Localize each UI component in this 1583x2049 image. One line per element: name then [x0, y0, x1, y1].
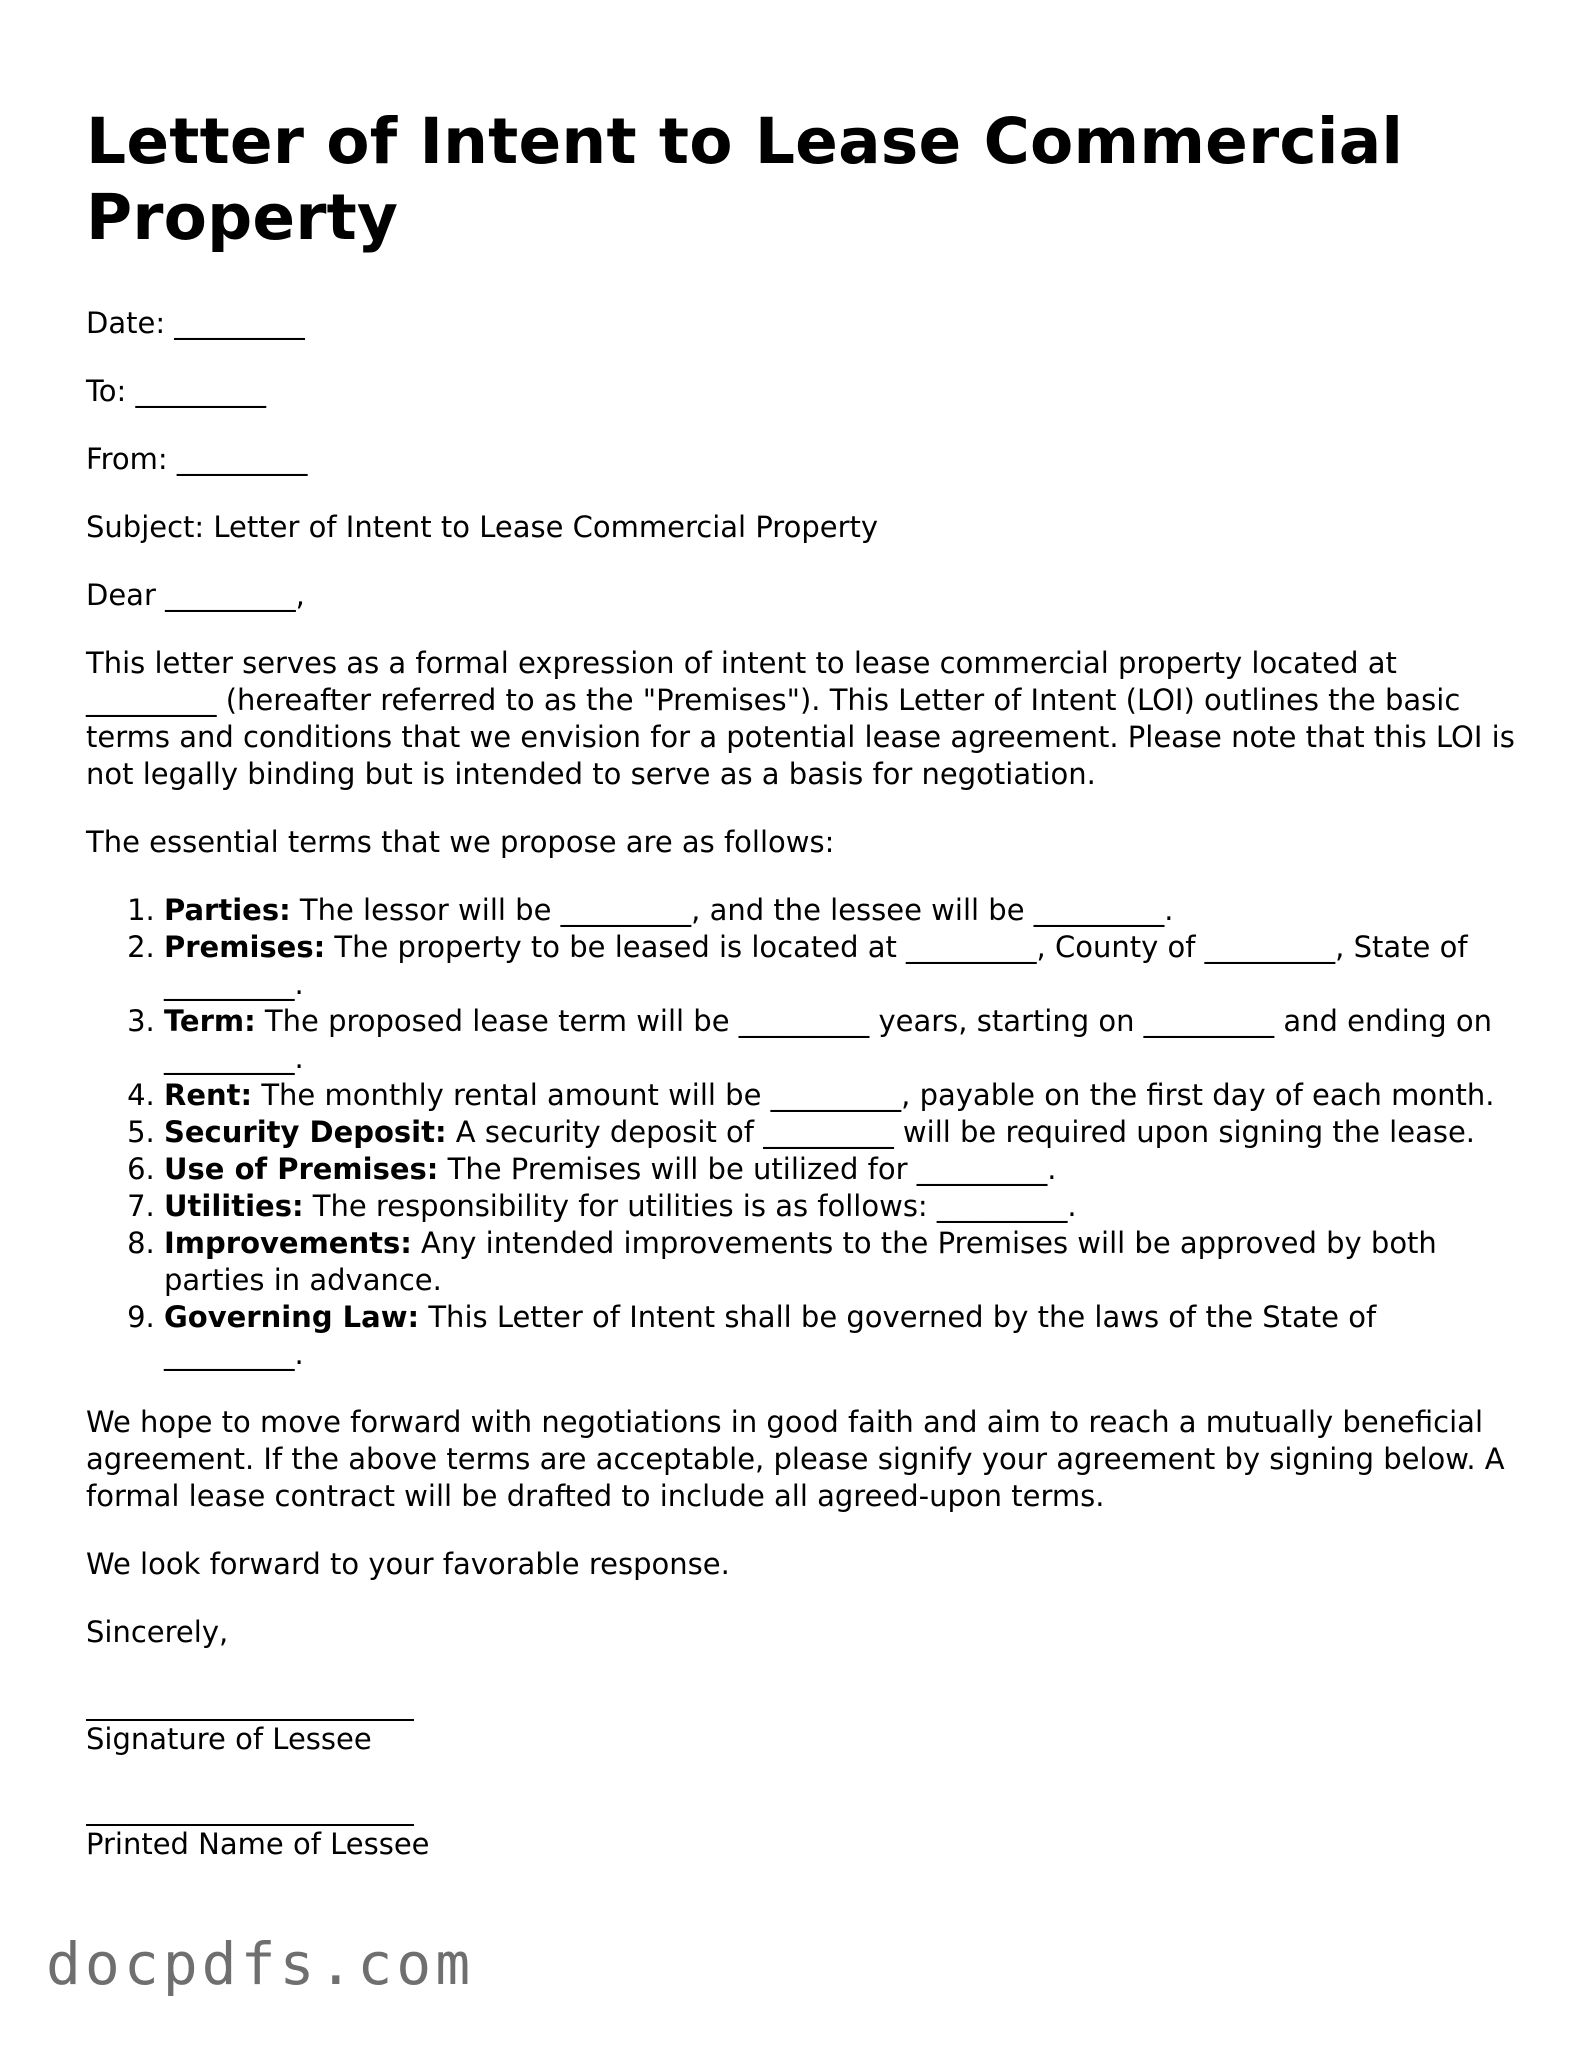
to-field: To: _________	[86, 374, 267, 408]
term-text: Any intended improvements to the Premises will be approved by both parties in advance.	[164, 1226, 1437, 1297]
term-text: The proposed lease term will be _________ years, starting on _________ and ending on _________.	[164, 1004, 1492, 1075]
terms-list	[86, 892, 1516, 1373]
subject-line: Subject: Letter of Intent to Lease Commercial Property	[86, 510, 879, 544]
from-field: From: _________	[86, 442, 308, 476]
printed-name-block-lessee	[86, 1790, 1516, 1863]
watermark: docpdfs.com	[46, 1930, 475, 1998]
term-label: Improvements:	[164, 1226, 412, 1260]
term-text: The monthly rental amount will be _________, payable on the first day of each month.	[252, 1078, 1495, 1112]
term-label: Rent:	[164, 1078, 253, 1112]
term-item-improvements	[164, 1225, 1516, 1299]
term-label: Use of Premises:	[164, 1152, 439, 1186]
term-text: The property to be leased is located at _________, County of _________, State of _________.	[164, 930, 1468, 1001]
term-item-rent	[164, 1077, 1516, 1114]
term-item-premises	[164, 929, 1516, 1003]
printed-name-line[interactable]	[86, 1790, 414, 1826]
term-item-term	[164, 1003, 1516, 1077]
term-item-governing-law	[164, 1299, 1516, 1373]
term-label: Premises:	[164, 930, 326, 964]
look-forward-line: We look forward to your favorable response.	[86, 1547, 730, 1581]
term-text: The lessor will be _________, and the lessee will be _________.	[290, 893, 1174, 927]
document-title: Letter of Intent to Lease Commercial Property	[86, 105, 1404, 254]
signature-label: Signature of Lessee	[86, 1722, 372, 1756]
term-item-parties	[164, 892, 1516, 929]
term-text: This Letter of Intent shall be governed by the laws of the State of _________.	[164, 1300, 1377, 1371]
document-page	[86, 104, 1516, 1863]
closing-paragraph: We hope to move forward with negotiations in good faith and aim to reach a mutually beneficial agreement. If the above terms are acceptable, please signify your agreement by signing below. A formal lease contract will be drafted to include all agreed-upon terms.	[86, 1405, 1505, 1513]
term-text: A security deposit of _________ will be required upon signing the lease.	[446, 1115, 1476, 1149]
term-label: Term:	[164, 1004, 256, 1038]
signature-line[interactable]	[86, 1685, 414, 1721]
term-label: Utilities:	[164, 1189, 304, 1223]
term-label: Parties:	[164, 893, 291, 927]
intro-paragraph: This letter serves as a formal expression of intent to lease commercial property located at _________ (hereafter referred to as the "Premises"). This Letter of Intent (LOI) outlines the basic terms and conditions that we envision for a potential lease agreement. Please note that this LOI is not legally binding but is intended to serve as a basis for negotiation.	[86, 646, 1515, 791]
term-text: The responsibility for utilities is as follows: _________.	[303, 1189, 1077, 1223]
date-field: Date: _________	[86, 306, 305, 340]
term-item-use-of-premises	[164, 1151, 1516, 1188]
term-item-security-deposit	[164, 1114, 1516, 1151]
greeting: Dear _________,	[86, 578, 305, 612]
printed-name-label: Printed Name of Lessee	[86, 1827, 430, 1861]
terms-intro: The essential terms that we propose are as follows:	[86, 825, 835, 859]
term-label: Security Deposit:	[164, 1115, 447, 1149]
sign-off: Sincerely,	[86, 1615, 229, 1649]
term-text: The Premises will be utilized for _________.	[438, 1152, 1057, 1186]
term-label: Governing Law:	[164, 1300, 420, 1334]
signature-block-lessee	[86, 1685, 1516, 1758]
term-item-utilities	[164, 1188, 1516, 1225]
